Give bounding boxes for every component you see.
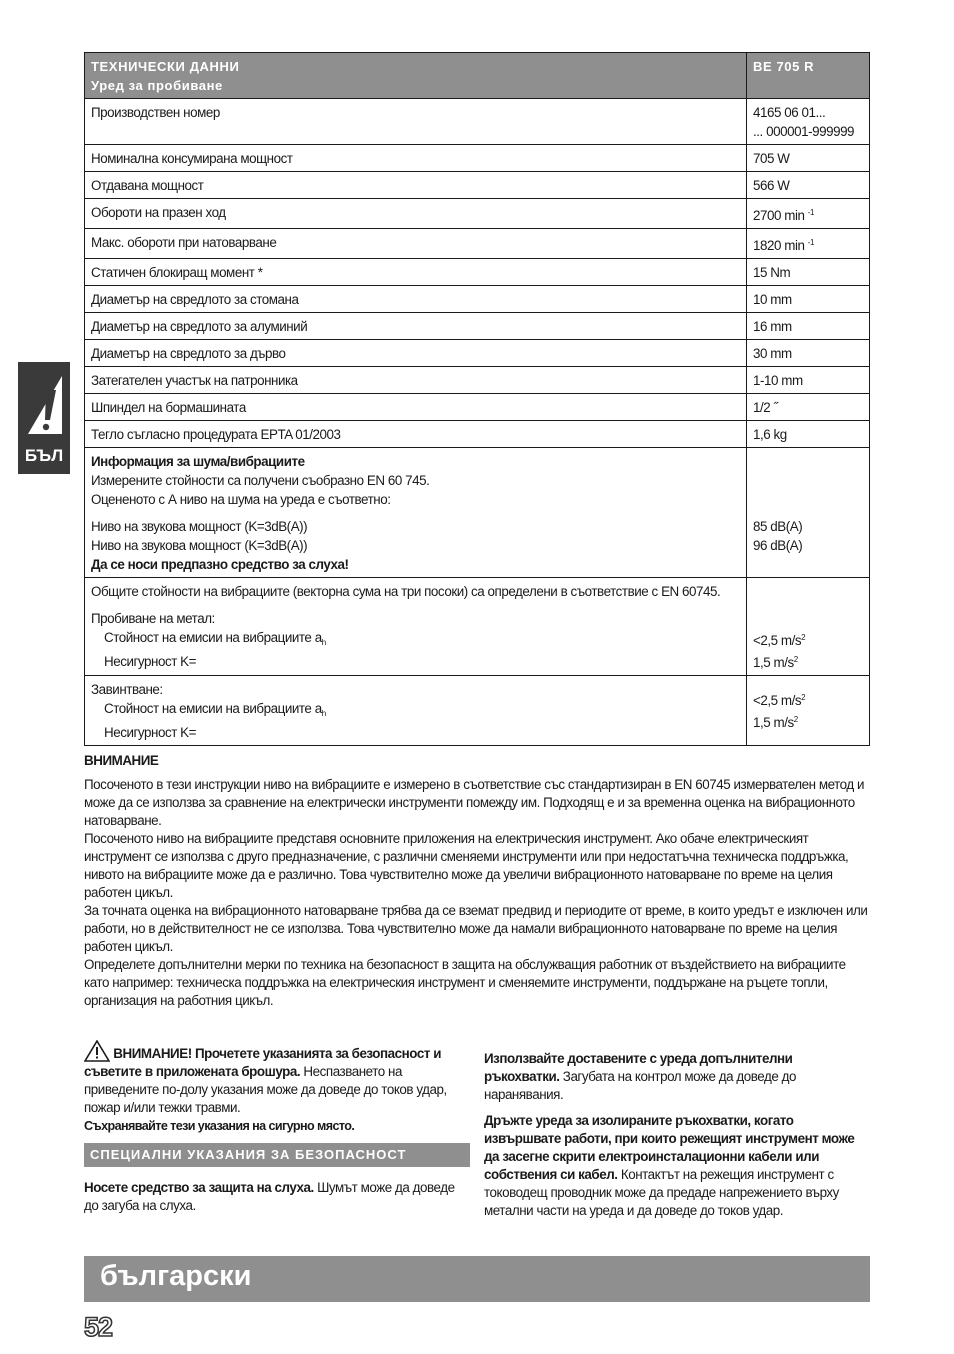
notes-paragraph: Определете допълнителни мерки по техника на безопасност в защита на обслужващия работник от въздействието на вибрациите като например: техническа поддръжка на електрическия инструмент и сменяемите инструменти, поддържане на ръцете топли, организация на работния цикъл.	[84, 957, 846, 1008]
noise-line: Оцененото с А ниво на шума на уреда е съответно:	[91, 492, 391, 507]
emission-sub: h	[321, 709, 326, 718]
row-value	[747, 199, 870, 229]
safety-warning	[84, 1040, 470, 1117]
table-row	[85, 99, 870, 145]
table-row	[85, 313, 870, 340]
table-header-title	[85, 53, 747, 99]
emission-sub: h	[321, 638, 326, 647]
row-value	[747, 99, 870, 145]
paragraph-bold: Използвайте доставените с уреда допълнителни ръкохватки.	[484, 1051, 793, 1084]
warning-text: Неспазването на приведените по-долу указания може да доведе до токов удар, пожар и/или тежки травми.	[84, 1064, 447, 1115]
value-text: <2,5 m/s	[753, 693, 802, 708]
vibration-value	[753, 628, 863, 650]
noise-row	[85, 448, 870, 578]
row-value: 15 Nm	[747, 259, 870, 286]
row-value: 1/2 ˝	[747, 394, 870, 421]
table-model: BE 705 R	[747, 53, 870, 99]
table-header-row	[85, 53, 870, 99]
language-banner	[84, 1256, 870, 1302]
row-label: Обороти на празен ход	[85, 199, 747, 229]
row-value: 16 mm	[747, 313, 870, 340]
table-row	[85, 199, 870, 229]
table-row	[85, 394, 870, 421]
row-label: Статичен блокиращ момент *	[85, 259, 747, 286]
value-sup: 2	[801, 633, 806, 642]
paragraph-text: Контактът на режещия инструмент с тоководещ проводник може да предаде напрежението върху метални части на уреда и да доведе до токов удар.	[484, 1167, 839, 1218]
table-row	[85, 286, 870, 313]
row-label: Тегло съгласно процедурата EPTA 01/2003	[85, 421, 747, 448]
table-row	[85, 259, 870, 286]
paragraph-bold: Дръжте уреда за изолираните ръкохватки, когато извършвате работи, при които режещият инструмент може да засегне скрити електроинсталационни кабели или собствения си кабел.	[484, 1113, 855, 1182]
keep-instructions: Съхранявайте тези указания на сигурно място.	[84, 1119, 355, 1133]
value-sup: 2	[793, 715, 798, 724]
emission-label: Стойност на емисии на вибрациите a	[104, 701, 322, 716]
vibration-value	[753, 710, 863, 732]
right-column	[484, 1050, 870, 1228]
value-text: 1820 min	[753, 238, 805, 253]
value-text: 1,5 m/s	[753, 715, 794, 730]
table-row	[85, 421, 870, 448]
value-text: 1,5 m/s	[753, 655, 794, 670]
row-label: Производствен номер	[85, 99, 747, 145]
row-label: Шпиндел на бормашината	[85, 394, 747, 421]
serial-prefix: 4165 06 01...	[753, 105, 826, 120]
left-column	[84, 1040, 470, 1223]
language-title: български	[100, 1260, 252, 1292]
row-label: Отдавана мощност	[85, 172, 747, 199]
row-value: 30 mm	[747, 340, 870, 367]
vibration-notes	[84, 752, 870, 1010]
vibration-emission	[91, 628, 740, 652]
vibration-emission	[91, 699, 740, 723]
vibration-mode: Пробиване на метал:	[91, 611, 215, 626]
row-value: 10 mm	[747, 286, 870, 313]
noise-values	[747, 448, 870, 578]
row-label: Номинална консумирана мощност	[85, 145, 747, 172]
value-sup: 2	[801, 693, 806, 702]
tech-data-table	[84, 52, 870, 746]
table-row	[85, 145, 870, 172]
vibration-value	[753, 650, 863, 672]
vibration-values	[747, 676, 870, 746]
row-label: Диаметър на свредлото за алуминий	[85, 313, 747, 340]
table-row	[85, 229, 870, 259]
safety-paragraph	[484, 1112, 870, 1220]
noise-value: 96 dB(A)	[753, 538, 803, 553]
safety-paragraph	[484, 1050, 870, 1104]
row-value: 1,6 kg	[747, 421, 870, 448]
warning-bold: ВНИМАНИЕ! Прочетете указанията за безопасност и съветите в приложената брошура.	[84, 1046, 442, 1079]
notes-paragraph: Посоченото в тези инструкции ниво на вибрациите е измерено в съответствие със стандартизиран в EN 60745 измервателен метод и може да се използва за сравнение на електрически инструменти помежду им. Подходящ е и за временна оценка на вибрационното натоварване.	[84, 777, 865, 828]
value-sup: -1	[807, 208, 814, 217]
noise-line: Измерените стойности са получени съобразно EN 60 745.	[91, 473, 430, 488]
row-value: 705 W	[747, 145, 870, 172]
table-row	[85, 367, 870, 394]
language-tab	[18, 362, 70, 474]
row-value: 566 W	[747, 172, 870, 199]
safety-paragraph	[84, 1179, 470, 1215]
language-tab-label: БЪЛ	[24, 446, 64, 465]
table-row	[85, 340, 870, 367]
notes-paragraph: За точната оценка на вибрационното натоварване трябва да се вземат предвид и периодите от време, в които уредът е изключен или работи, но в действителност не се използва. Това чувствително може да намали вибрационното натоварване по време на целия работен цикъл.	[84, 903, 868, 954]
vibration-intro: Общите стойности на вибрациите (векторна сума на три посоки) са определени в съответствие с EN 60745.	[91, 584, 721, 599]
noise-line: Ниво на звукова мощност (K=3dB(A))	[91, 538, 308, 553]
serial-range: ... 000001-999999	[753, 124, 855, 139]
vibration-values	[747, 578, 870, 676]
table-title: ТЕХНИЧЕСКИ ДАННИ	[91, 59, 240, 74]
table-subtitle: Уред за пробиване	[91, 78, 223, 93]
paragraph-text: Шумът може да доведе до загуба на слуха.	[84, 1180, 455, 1213]
row-value	[747, 229, 870, 259]
value-text: 2700 min	[753, 208, 805, 223]
notes-paragraph: Посоченото ниво на вибрациите представя основните приложения на електрическия инструмент. Ако обаче електрическият инструмент се използва с друго предназначение, с различни сменяеми инструменти или при недостатъчна техническа поддръжка, нивото на вибрациите може да е различно. Това чувствително може да увеличи вибрационното натоварване по време на целия работен цикъл.	[84, 831, 849, 900]
row-label: Диаметър на свредлото за стомана	[85, 286, 747, 313]
section-heading: СПЕЦИАЛНИ УКАЗАНИЯ ЗА БЕЗОПАСНОСТ	[84, 1143, 470, 1167]
table-row	[85, 172, 870, 199]
notes-title: ВНИМАНИЕ	[84, 753, 159, 768]
vibration-uncertainty: Несигурност K=	[104, 725, 197, 740]
noise-info	[85, 448, 747, 578]
row-label: Диаметър на свредлото за дърво	[85, 340, 747, 367]
warning-icon	[22, 368, 66, 438]
noise-value: 85 dB(A)	[753, 519, 803, 534]
noise-warning: Да се носи предпазно средство за слуха!	[91, 557, 349, 572]
row-label: Макс. обороти при натоварване	[85, 229, 747, 259]
vibration-value	[753, 688, 863, 710]
noise-line: Ниво на звукова мощност (K=3dB(A))	[91, 519, 308, 534]
vibration-uncertainty: Несигурност K=	[104, 654, 197, 669]
noise-title: Информация за шума/вибрациите	[91, 454, 305, 469]
page-number: 52	[84, 1312, 113, 1342]
paragraph-bold: Носете средство за защита на слуха.	[84, 1180, 314, 1195]
row-value: 1-10 mm	[747, 367, 870, 394]
paragraph-text: Загубата на контрол може да доведе до наранявания.	[484, 1069, 796, 1102]
value-text: <2,5 m/s	[753, 633, 802, 648]
vibration-row	[85, 578, 870, 676]
value-sup: 2	[793, 655, 798, 664]
vibration-mode: Завинтване:	[91, 682, 163, 697]
value-sup: -1	[807, 238, 814, 247]
vibration-info	[85, 578, 747, 676]
vibration-row	[85, 676, 870, 746]
emission-label: Стойност на емисии на вибрациите a	[104, 630, 322, 645]
row-label: Затегателен участък на патронника	[85, 367, 747, 394]
vibration-info	[85, 676, 747, 746]
warning-triangle-icon	[84, 1040, 110, 1062]
